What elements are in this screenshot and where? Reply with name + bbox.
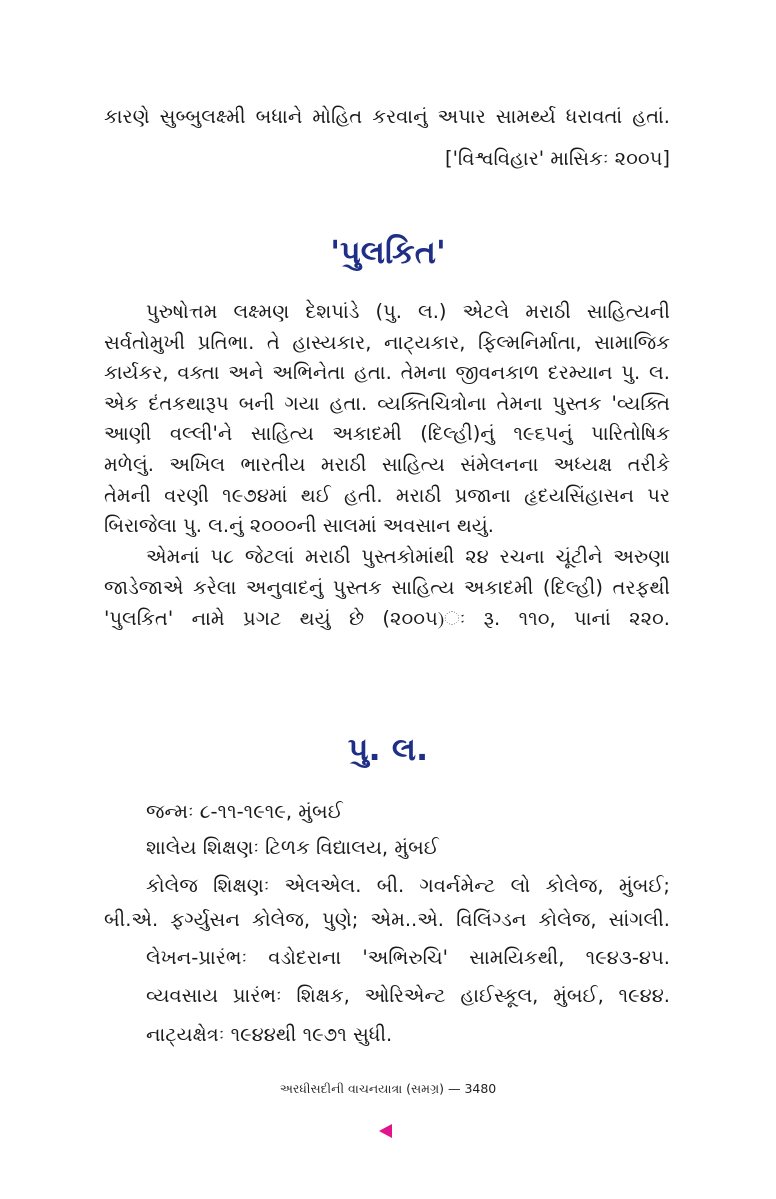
paragraph-line: આણી વલ્લી'ને સાહિત્ય અકાદમી (દિલ્હી)નું ૧૯૬૫નું પારિતોષિક — [104, 422, 670, 445]
bio-item: લેખન-પ્રારંભઃ વડોદરાના 'અભિરુચિ' સામયિકથી, ૧૯૪૩-૪૫. — [146, 946, 670, 969]
section-heading-pu-la: પુ. લ. — [347, 730, 429, 768]
citation: ['વિશ્વવિહાર' માસિકઃ ૨૦૦૫] — [444, 147, 670, 170]
prev-page-arrow-icon[interactable] — [379, 1124, 392, 1138]
bio-item: શાલેય શિક્ષણઃ ટિળક વિદ્યાલય, મુંબઈ — [146, 836, 439, 859]
bio-item: બી.એ. ફર્ગ્યુસન કોલેજ, પુણે; એમ..એ. વિલિંગ્ડન કોલેજ, સાંગલી. — [104, 908, 670, 931]
paragraph-line: પુરુષોત્તમ લક્ષ્મણ દેશપાંડે (પુ. લ.) એટલે મરાઠી સાહિત્યની — [146, 300, 670, 323]
bio-item: કોલેજ શિક્ષણઃ એલએલ. બી. ગવર્નમેન્ટ લો કોલેજ, મુંબઈ; — [146, 874, 670, 897]
carryover-line: કારણે સુબ્બુલક્ષ્મી બધાને મોહિત કરવાનું અપાર સામર્થ્ય ધરાવતાં હતાં. — [104, 105, 670, 128]
paragraph-line: બિરાજેલા પુ. લ.નું ૨૦૦૦ની સાલમાં અવસાન થયું. — [104, 514, 494, 537]
paragraph-line: મળેલું. અખિલ ભારતીય મરાઠી સાહિત્ય સંમેલનના અધ્યક્ષ તરીકે — [104, 453, 670, 476]
paragraph-line: એમનાં ૫૮ જેટલાં મરાઠી પુસ્તકોમાંથી ૨૪ રચના ચૂંટીને અરુણા — [146, 545, 670, 568]
paragraph-line: કાર્યકર, વક્તા અને અભિનેતા હતા. તેમના જીવનકાળ દરમ્યાન પુ. લ. — [104, 361, 670, 384]
bio-item: જન્મઃ ૮-૧૧-૧૯૧૯, મુંબઈ — [146, 800, 343, 823]
bio-item: નાટ્યક્ષેત્રઃ ૧૯૪૪થી ૧૯૭૧ સુધી. — [146, 1023, 393, 1046]
paragraph-line: સર્વતોમુખી પ્રતિભા. તે હાસ્યકાર, નાટ્યકાર, ફિલ્મનિર્માતા, સામાજિક — [104, 331, 670, 354]
paragraph-line: જાડેજાએ કરેલા અનુવાદનું પુસ્તક સાહિત્ય અકાદમી (દિલ્હી) તરફથી — [104, 576, 670, 599]
paragraph-line: એક દંતકથારૂપ બની ગયા હતા. વ્યક્તિચિત્રોના તેમના પુસ્તક 'વ્યક્તિ — [104, 392, 670, 415]
paragraph-line: 'પુલકિત' નામે પ્રગટ થયું છે (૨૦૦૫)ઃ રૂ. ૧૧૦, પાનાં ૨૨૦. — [104, 607, 670, 630]
bio-item: વ્યવસાય પ્રારંભઃ શિક્ષક, ઓરિએન્ટ હાઈસ્કૂલ, મુંબઈ, ૧૯૪૪. — [146, 984, 670, 1007]
paragraph-line: તેમની વરણી ૧૯૭૪માં થઈ હતી. મરાઠી પ્રજાના હૃદયસિંહાસન પર — [104, 484, 670, 507]
page-footer: અરધીસદીની વાચનયાત્રા (સમગ્ર) — 3480 — [279, 1081, 497, 1096]
section-heading-pulakit: 'પુલકિત' — [330, 233, 446, 271]
